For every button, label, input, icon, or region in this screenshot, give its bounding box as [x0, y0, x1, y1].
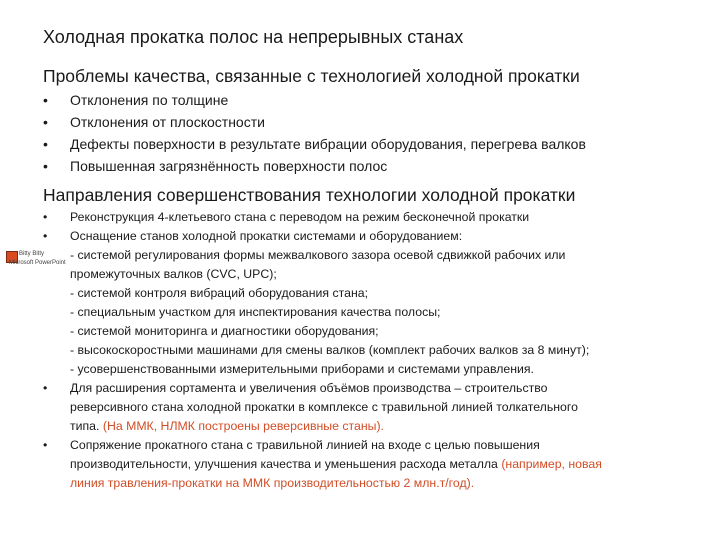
- section-heading-improvements: Направления совершенствования технологии холодной прокатки: [43, 185, 576, 205]
- list-item: • Отклонения по толщине: [43, 89, 586, 111]
- list-item: • Реконструкция 4-клетьевого стана с переводом на режим бесконечной прокатки: [43, 208, 602, 227]
- bullet-icon: •: [43, 158, 48, 174]
- bullet-icon: •: [43, 92, 48, 108]
- list-item: • Повышенная загрязнённость поверхности полос: [43, 155, 586, 177]
- list-item: • Оснащение станов холодной прокатки системами и оборудованием: - системой регулирования формы межвалкового зазора осевой сдвижкой рабочих или промежуточных валков (CVC, UPC); - системой контроля вибраций оборудования стана; - специальным участком для инспектирования качества полосы; - системой мониторинга и диагностики оборудования; - высокоскоростными машинами для смены валков (комплект рабочих валков за 8 минут); - усовершенствованными измерительными приборами и системами управления.: [43, 227, 602, 379]
- list-item: • Дефекты поверхности в результате вибрации оборудования, перегрева валков: [43, 133, 586, 155]
- bullet-icon: •: [43, 114, 48, 130]
- presentation-logo: Bitty Bitty Microsoft PowerPoint: [6, 251, 46, 281]
- quality-problems-list: [43, 89, 586, 177]
- list-item: • Отклонения от плоскостности: [43, 111, 586, 133]
- sub-item: - высокоскоростными машинами для смены валков (комплект рабочих валков за 8 минут);: [70, 343, 590, 357]
- slide-title: Холодная прокатка полос на непрерывных станах: [43, 27, 464, 47]
- bullet-icon: •: [43, 136, 48, 152]
- highlight-note: линия травления-прокатки на ММК производительностью 2 млн.т/год).: [70, 476, 475, 490]
- bullet-icon: •: [43, 229, 48, 243]
- sub-item: промежуточных валков (CVC, UPC);: [70, 267, 277, 281]
- list-item: • Для расширения сортамента и увеличения объёмов производства – строительство реверсивного стана холодной прокатки в комплексе с травильной линией толкательного типа. (На ММК, НЛМК построены реверсивные станы).: [43, 381, 578, 433]
- list-item: • Сопряжение прокатного стана с травильной линией на входе с целью повышения производительности, улучшения качества и уменьшения расхода металла (например, новая линия травления-прокатки на ММК производительностью 2 млн.т/год).: [43, 436, 602, 493]
- sub-item: - специальным участком для инспектирования качества полосы;: [70, 305, 441, 319]
- bullet-icon: •: [43, 438, 48, 452]
- sub-item: - системой контроля вибраций оборудования стана;: [70, 286, 369, 300]
- highlight-note: (На ММК, НЛМК построены реверсивные станы).: [102, 419, 384, 433]
- section-heading-quality-problems: Проблемы качества, связанные с технологией холодной прокатки: [43, 66, 580, 86]
- sub-item: - усовершенствованными измерительными приборами и системами управления.: [70, 362, 534, 376]
- highlight-note: (например, новая: [501, 457, 602, 471]
- sub-item: - системой мониторинга и диагностики оборудования;: [70, 324, 379, 338]
- bullet-icon: •: [43, 381, 48, 395]
- sub-item: - системой регулирования формы межвалкового зазора осевой сдвижкой рабочих или: [70, 248, 566, 262]
- bullet-icon: •: [43, 210, 48, 224]
- improvements-list: [43, 208, 602, 493]
